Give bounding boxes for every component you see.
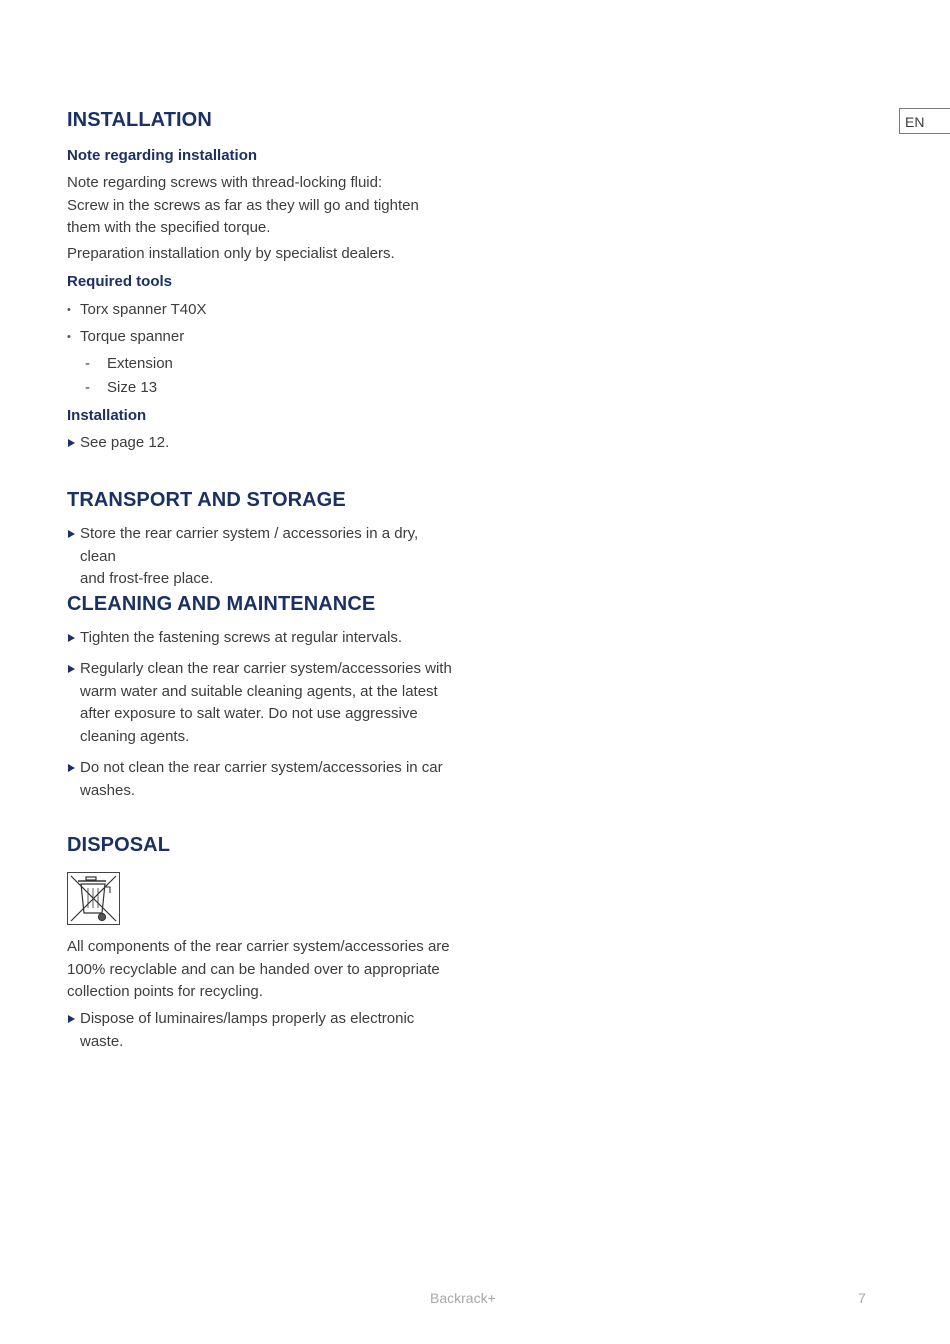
tool-subitem: [85, 353, 173, 376]
triangle-bullet-icon: [68, 634, 75, 642]
cleaning-step: [67, 757, 457, 802]
cleaning-step-text: [80, 627, 457, 650]
preparation-text: Preparation installation only by specialist dealers.: [67, 245, 395, 262]
step-line: after exposure to salt water. Do not use aggressive: [80, 705, 418, 722]
note-line-2: Screw in the screws as far as they will go and tighten: [67, 196, 419, 214]
disposal-heading: DISPOSAL: [67, 834, 171, 856]
disposal-step: [67, 1008, 457, 1053]
disposal-line-2: 100% recyclable and can be handed over to appropriate: [67, 960, 440, 978]
cleaning-step: [67, 658, 457, 748]
transport-step-text: [80, 523, 457, 591]
note-line-3: them with the specified torque.: [67, 219, 271, 236]
bullet-glyph: •: [67, 331, 71, 343]
disposal-text: [67, 936, 457, 1004]
step-line: Store the rear carrier system / accessories in a dry, clean: [80, 525, 419, 565]
cleaning-step-text: [80, 757, 457, 802]
crossed-out-wheelie-bin-icon: [67, 872, 120, 925]
disposal-line-1: All components of the rear carrier system/accessories are: [67, 938, 450, 955]
installation-subheading: Installation: [67, 407, 147, 424]
tool-subitem: [85, 377, 158, 400]
cleaning-step: [67, 627, 457, 650]
tool-subitem-label: Size 13: [107, 379, 158, 396]
triangle-bullet-icon: [68, 439, 75, 447]
installation-step: [67, 432, 457, 455]
installation-note-heading: Note regarding installation: [67, 147, 258, 164]
triangle-bullet-icon: [68, 764, 75, 772]
dash-glyph: -: [85, 379, 90, 396]
tool-item-label: Torx spanner T40X: [80, 301, 207, 318]
installation-note-text: [67, 172, 457, 240]
installation-heading: INSTALLATION: [67, 109, 212, 131]
required-tools-heading: Required tools: [67, 273, 173, 290]
step-line: washes.: [80, 781, 136, 799]
step-line: Tighten the fastening screws at regular intervals.: [80, 629, 403, 646]
transport-heading: TRANSPORT AND STORAGE: [67, 489, 346, 511]
triangle-bullet-icon: [68, 1015, 75, 1023]
step-line: warm water and suitable cleaning agents, at the latest: [80, 682, 438, 700]
dash-glyph: -: [85, 355, 90, 372]
transport-step: [67, 523, 457, 591]
note-line-1: Note regarding screws with thread-locking fluid:: [67, 174, 383, 191]
installation-step-text: See page 12.: [80, 434, 170, 451]
step-line: and frost-free place.: [80, 570, 214, 587]
disposal-line-3: collection points for recycling.: [67, 983, 263, 1000]
bullet-glyph: •: [67, 304, 71, 316]
disposal-step-text: [80, 1008, 457, 1053]
tool-item-label: Torque spanner: [80, 328, 185, 345]
triangle-bullet-icon: [68, 530, 75, 538]
cleaning-step-text: [80, 658, 457, 748]
step-line: waste.: [80, 1032, 124, 1050]
triangle-bullet-icon: [68, 665, 75, 673]
language-tab: EN: [899, 108, 950, 134]
step-line: Dispose of luminaires/lamps properly as electronic: [80, 1010, 415, 1027]
step-line: Do not clean the rear carrier system/accessories in car: [80, 759, 443, 776]
tool-subitem-label: Extension: [107, 355, 173, 372]
cleaning-heading: CLEANING AND MAINTENANCE: [67, 593, 376, 615]
step-line: cleaning agents.: [80, 727, 190, 745]
step-line: Regularly clean the rear carrier system/accessories with: [80, 660, 452, 677]
page-number: 7: [858, 1290, 866, 1306]
footer-product-name: Backrack+: [430, 1290, 496, 1306]
